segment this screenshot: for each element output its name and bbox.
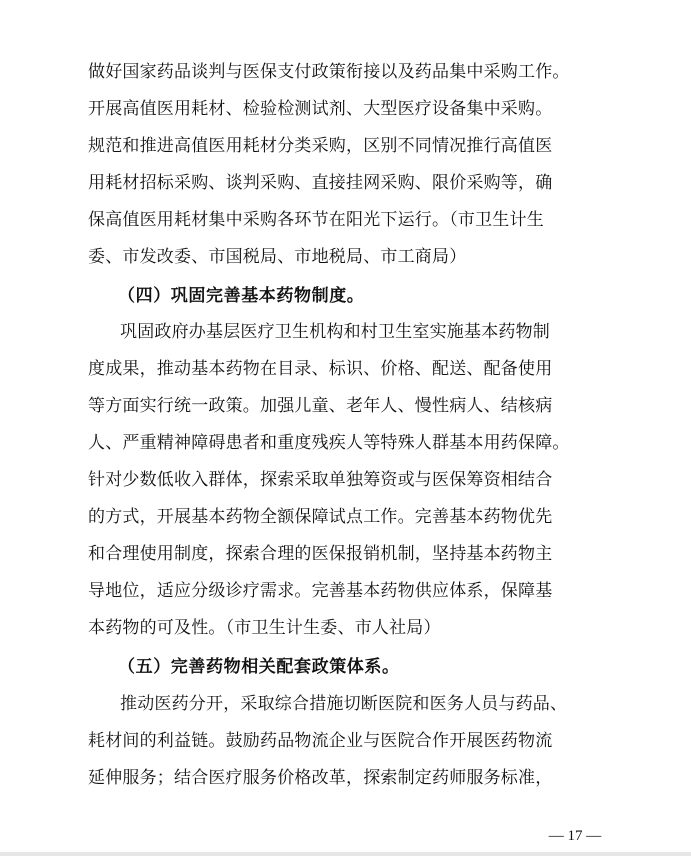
page-bottom-edge [0, 852, 691, 856]
body-text-line: 耗材间的利益链。鼓励药品物流企业与医院合作开展医药物流 [88, 731, 553, 751]
body-text-line: 导地位，适应分级诊疗需求。完善基本药物供应体系，保障基 [88, 581, 553, 601]
paragraph-first-line: 巩固政府办基层医疗卫生机构和村卫生室实施基本药物制 [120, 322, 550, 342]
body-text-line: 和合理使用制度，探索合理的医保报销机制，坚持基本药物主 [88, 544, 553, 564]
body-text-line: 开展高值医用耗材、检验检测试剂、大型医疗设备集中采购。 [88, 99, 553, 119]
paragraph-first-line: 推动医药分开，采取综合措施切断医院和医务人员与药品、 [120, 694, 568, 714]
body-text-line: 委、市发改委、市国税局、市地税局、市工商局） [88, 247, 467, 267]
body-text-line: 本药物的可及性。（市卫生计生委、市人社局） [88, 618, 441, 638]
body-text-line: 保高值医用耗材集中采购各环节在阳光下运行。（市卫生计生 [88, 210, 544, 230]
body-text-line: 人、严重精神障碍患者和重度残疾人等特殊人群基本用药保障。 [88, 433, 570, 453]
body-text-line: 针对少数低收入群体，探索采取单独筹资或与医保筹资相结合 [88, 470, 553, 490]
section-heading-4: （四）巩固完善基本药物制度。 [118, 286, 365, 306]
body-text-line: 做好国家药品谈判与医保支付政策衔接以及药品集中采购工作。 [88, 62, 570, 82]
body-text-line: 的方式，开展基本药物全额保障试点工作。完善基本药物优先 [88, 507, 553, 527]
section-heading-5: （五）完善药物相关配套政策体系。 [118, 657, 400, 677]
body-text-line: 规范和推进高值医用耗材分类采购，区别不同情况推行高值医 [88, 136, 553, 156]
body-text-line: 等方面实行统一政策。加强儿童、老年人、慢性病人、结核病 [88, 396, 553, 416]
body-text-line: 度成果，推动基本药物在目录、标识、价格、配送、配备使用 [88, 359, 553, 379]
page-number: — 17 — [548, 828, 602, 844]
body-text-line: 用耗材招标采购、谈判采购、直接挂网采购、限价采购等，确 [88, 173, 553, 193]
body-text-line: 延伸服务；结合医疗服务价格改革，探索制定药师服务标准， [88, 768, 553, 788]
